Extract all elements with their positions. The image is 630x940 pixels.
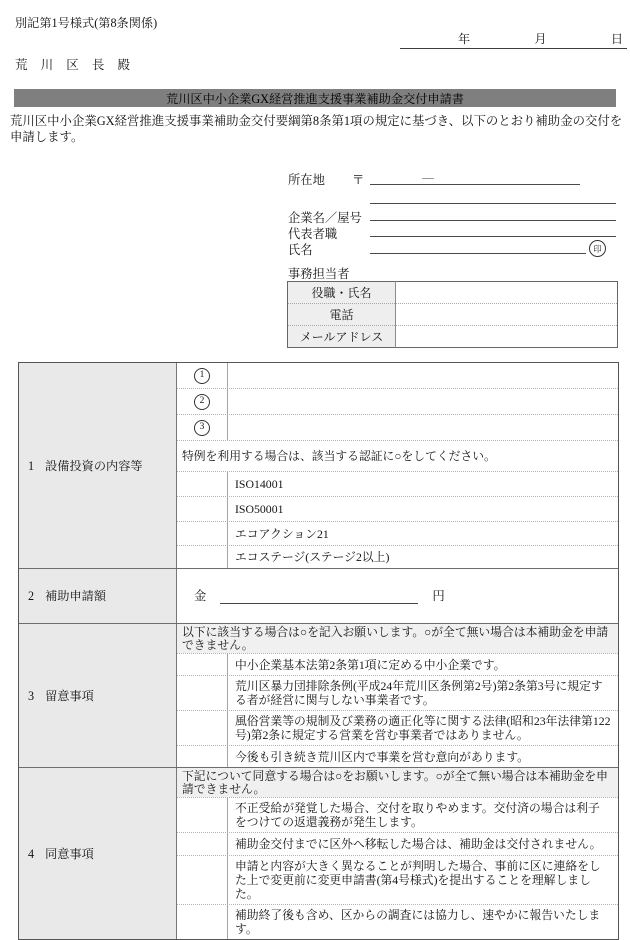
date-year-label: 年: [458, 32, 471, 46]
section-label: [19, 768, 177, 939]
item-number-cell: [177, 389, 228, 414]
equipment-item-row-2: [177, 388, 618, 414]
notices-header-row: [177, 624, 618, 653]
notice-item: 今後も引き続き荒川区内で事業を営む意向があります。: [235, 749, 529, 764]
consent-item: 申請と内容が大きく異なることが判明した場合、事前に区に連絡をした上で変更前に変更申請書(第4号様式)を提出することを理解しました。: [235, 859, 601, 901]
form-id-text: 別記第1号様式(第8条関係): [15, 16, 158, 30]
form-title-banner: [14, 89, 616, 107]
amount-row: [177, 569, 618, 623]
circle-entry-cell: [177, 654, 228, 675]
circle-entry-cell: [177, 546, 228, 568]
section-equipment-investment: [19, 363, 618, 568]
equipment-item-row-1: [177, 363, 618, 388]
circled-number-3-icon: 3: [194, 420, 210, 436]
amount-prefix: 金: [194, 589, 207, 603]
contact-email-value: [396, 326, 618, 348]
date-day-label: 日: [610, 32, 623, 46]
consent-item: 補助終了後も含め、区からの調査には協力し、速やかに報告いたします。: [235, 908, 601, 936]
certification-option: エコアクション21: [235, 526, 329, 541]
consent-row: [177, 832, 618, 855]
certification-option: ISO14001: [235, 477, 284, 491]
contact-section-label: 事務担当者: [288, 267, 350, 281]
notice-item: 荒川区暴力団排除条例(平成24年荒川区条例第2号)第2条第3号に規定する者が経営に関与しない事業者です。: [235, 679, 603, 707]
notice-row: [177, 653, 618, 675]
representative-title-label: 代表者職: [288, 227, 338, 241]
consent-row: [177, 855, 618, 904]
address-field: [370, 188, 616, 204]
date-month-label: 月: [534, 32, 547, 46]
seal-mark-text: 印: [593, 243, 602, 254]
contact-role-name-label: 役職・氏名: [288, 282, 396, 304]
postal-dash: —: [422, 170, 434, 184]
contact-email-label: メールアドレス: [288, 326, 396, 348]
contact-phone-label: 電話: [288, 304, 396, 326]
notice-item: 中小企業基本法第2条第1項に定める中小企業です。: [235, 657, 506, 672]
certification-option: ISO50001: [235, 502, 284, 516]
seal-mark-icon: [589, 240, 606, 257]
notice-row: [177, 675, 618, 710]
contact-role-name-value: [396, 282, 618, 304]
equipment-item-value: [228, 389, 618, 414]
item-number-cell: [177, 415, 228, 440]
section-number: 2: [28, 589, 35, 603]
equipment-item-value: [228, 363, 618, 388]
certification-option: エコステージ(ステージ2以上): [235, 550, 390, 564]
certification-row: [177, 471, 618, 496]
section-title: 設備投資の内容等: [45, 458, 143, 473]
section-number: 1: [28, 458, 35, 473]
circle-entry-cell: [177, 522, 228, 545]
certification-row: [177, 521, 618, 545]
section-title: 同意事項: [45, 846, 94, 861]
certification-row: [177, 496, 618, 521]
circle-entry-cell: [177, 746, 228, 767]
consent-item: 不正受給が発覚した場合、交付を取りやめます。交付済の場合は利子をつけての返還義務が発生します。: [235, 801, 600, 829]
addressee-text: 荒 川 区 長 殿: [15, 58, 136, 72]
certification-row: [177, 545, 618, 568]
notice-item: 風俗営業等の規制及び業務の適正化等に関する法律(昭和23年法律第122号)第2条に規定する営業を営む事業者ではありません。: [235, 714, 611, 742]
consent-row: [177, 904, 618, 939]
contact-phone-value: [396, 304, 618, 326]
date-line: [400, 30, 627, 49]
section-notices: [19, 623, 618, 767]
section-label: [19, 569, 177, 623]
notice-row: [177, 745, 618, 767]
circled-number-2-icon: 2: [194, 394, 210, 410]
intro-paragraph: 荒川区中小企業GX経営推進支援事業補助金交付要綱第8条第1項の規定に基づき、以下のとおり補助金の交付を申請します。: [10, 114, 623, 144]
amount-field: [220, 588, 418, 604]
section-consent: [19, 767, 618, 939]
equipment-item-row-3: [177, 414, 618, 440]
postal-mark: 〒: [352, 173, 365, 187]
circle-entry-cell: [177, 905, 228, 939]
equipment-item-value: [228, 415, 618, 440]
company-name-field: [370, 205, 616, 221]
contact-person-table: [287, 281, 618, 348]
name-field: [370, 238, 586, 254]
item-number-cell: [177, 363, 228, 388]
circle-entry-cell: [177, 798, 228, 832]
table-row: [288, 326, 618, 348]
special-note-text: 特例を利用する場合は、該当する認証に○をしてください。: [182, 449, 496, 463]
consent-item: 補助金交付までに区外へ移転した場合は、補助金は交付されません。: [235, 837, 602, 851]
section-subsidy-amount: [19, 568, 618, 623]
address-label: 所在地: [288, 173, 325, 187]
special-note-row: [177, 440, 618, 471]
notice-row: [177, 710, 618, 745]
consent-header-text: 下記について同意する場合は○をお願いします。○が全て無い場合は本補助金を申請できません。: [177, 768, 618, 797]
section-number: 3: [28, 688, 35, 703]
circle-entry-cell: [177, 676, 228, 710]
amount-suffix: 円: [432, 589, 445, 603]
section-label: [19, 624, 177, 767]
representative-title-field: [370, 221, 616, 237]
section-number: 4: [28, 846, 35, 861]
postal-code-field: [370, 169, 580, 185]
application-detail-table: [18, 362, 619, 940]
form-title: 荒川区中小企業GX経営推進支援事業補助金交付申請書: [166, 91, 464, 106]
table-row: [288, 282, 618, 304]
section-title: 留意事項: [45, 688, 94, 703]
circle-entry-cell: [177, 472, 228, 496]
circle-entry-cell: [177, 497, 228, 521]
consent-row: [177, 797, 618, 832]
circled-number-1-icon: 1: [194, 368, 210, 384]
circle-entry-cell: [177, 856, 228, 904]
name-label: 氏名: [288, 243, 313, 257]
circle-entry-cell: [177, 833, 228, 855]
circle-entry-cell: [177, 711, 228, 745]
table-row: [288, 304, 618, 326]
section-label: [19, 363, 177, 568]
company-name-label: 企業名／屋号: [288, 211, 362, 225]
consent-header-row: [177, 768, 618, 797]
notices-header-text: 以下に該当する場合は○を記入お願いします。○が全て無い場合は本補助金を申請できません。: [177, 624, 618, 653]
section-title: 補助申請額: [45, 589, 107, 603]
